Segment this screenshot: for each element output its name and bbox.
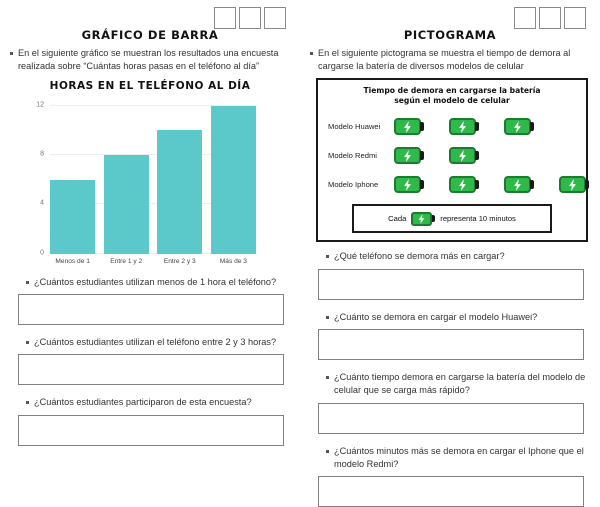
- legend-prefix-text: Cada: [388, 214, 407, 224]
- bar-mas-de-3[interactable]: [211, 106, 256, 254]
- bullet-dot-icon: [26, 401, 29, 404]
- bar-entre-2-y-3[interactable]: [157, 130, 202, 253]
- battery-charging-icon: [504, 118, 534, 135]
- pictogram-row-redmi: [324, 142, 580, 169]
- bullet-dot-icon: [26, 281, 29, 284]
- question-2-right: [308, 311, 592, 324]
- question-text: ¿Qué teléfono se demora más en cargar?: [334, 251, 505, 262]
- question-text: ¿Cuántos estudiantes participaron de esta encuesta?: [34, 397, 252, 408]
- pictogram-cell: [504, 118, 559, 135]
- bullet-dot-icon: [26, 341, 29, 344]
- question-1-right: [308, 250, 592, 263]
- marker-box[interactable]: [539, 7, 561, 29]
- answer-box-3-right[interactable]: [318, 403, 584, 434]
- pictogram-cell: [394, 176, 449, 193]
- bar-chart: [12, 98, 286, 276]
- pictogram-cell: [394, 147, 449, 164]
- question-text: ¿Cuántos estudiantes utilizan menos de 1 hora el teléfono?: [34, 276, 277, 287]
- battery-charging-icon: [504, 176, 534, 193]
- question-3-right: [308, 371, 592, 398]
- pictogram-cell: [449, 176, 504, 193]
- bar-chart-plot: [36, 101, 256, 265]
- answer-box-1-left[interactable]: [18, 294, 284, 325]
- pictogram-title: [324, 86, 580, 107]
- bullet-dot-icon: [326, 450, 329, 453]
- question-text: ¿Cuánto tiempo demora en cargarse la batería del modelo de celular que se carga más rápido?: [334, 371, 586, 396]
- bar-menos-de-1[interactable]: [50, 180, 95, 254]
- bullet-dot-icon: [10, 52, 13, 55]
- question-2-left: [8, 336, 292, 349]
- battery-charging-icon: [449, 147, 479, 164]
- pictogram-row-icons: [394, 176, 600, 193]
- bullet-dot-icon: [310, 52, 313, 55]
- y-axis-tick: 4: [40, 199, 44, 207]
- battery-charging-icon: [394, 118, 424, 135]
- pictogram-legend: [352, 204, 552, 233]
- pictogram-title-line-2: según el modelo de celular: [394, 95, 510, 105]
- battery-charging-icon: [559, 176, 589, 193]
- marker-box[interactable]: [564, 7, 586, 29]
- pictogram-row-label: Modelo Redmi: [328, 151, 377, 161]
- answer-box-2-left[interactable]: [18, 354, 284, 385]
- answer-box-4-right[interactable]: [318, 476, 584, 507]
- battery-charging-icon: [449, 118, 479, 135]
- question-text: ¿Cuántos estudiantes utilizan el teléfono entre 2 y 3 horas?: [34, 337, 277, 348]
- bar-group: [50, 106, 256, 265]
- chart-title: HORAS EN EL TELÉFONO AL DÍA: [49, 79, 251, 92]
- y-axis-tick: 0: [40, 249, 44, 257]
- section-title-left: GRÁFICO DE BARRA: [81, 28, 219, 42]
- bar-entre-1-y-2[interactable]: [104, 155, 149, 254]
- question-4-right: [308, 445, 592, 472]
- battery-charging-icon: [394, 176, 424, 193]
- pictogram-cell: [449, 147, 504, 164]
- battery-charging-icon: [394, 147, 424, 164]
- marker-boxes-left: [8, 0, 292, 24]
- pictogram-title-line-1: Tiempo de demora en cargarse la batería: [363, 85, 541, 95]
- intro-text-right: En el siguiente pictograma se muestra el tiempo de demora al cargarse la batería de diversos modelos de celular: [318, 48, 571, 72]
- y-axis-tick: 12: [36, 101, 44, 109]
- pictogram-cell: [394, 118, 449, 135]
- pictogram-cell: [559, 176, 600, 193]
- marker-box[interactable]: [214, 7, 236, 29]
- bullet-dot-icon: [326, 376, 329, 379]
- x-axis-label: Entre 2 y 3: [163, 257, 196, 265]
- x-axis-label: Más de 3: [219, 257, 247, 265]
- section-title-right: PICTOGRAMA: [403, 28, 497, 42]
- battery-charging-icon: [449, 176, 479, 193]
- bar-item: [157, 106, 202, 265]
- bullet-dot-icon: [326, 316, 329, 319]
- pictogram-section: [300, 0, 600, 469]
- marker-box[interactable]: [239, 7, 261, 29]
- marker-box[interactable]: [264, 7, 286, 29]
- bar-item: [50, 106, 95, 265]
- x-axis-label: Entre 1 y 2: [110, 257, 143, 265]
- bar-chart-section: [0, 0, 300, 464]
- intro-text-left: En el siguiente gráfico se muestran los resultados una encuesta realizada sobre “Cuántas horas pasas en el teléfono al día”: [18, 48, 279, 72]
- pictogram-row-icons: [394, 147, 580, 164]
- battery-charging-icon: [411, 212, 435, 226]
- legend-suffix-text: representa 10 minutos: [440, 214, 516, 224]
- intro-bullet-right: [308, 47, 592, 74]
- answer-box-1-right[interactable]: [318, 269, 584, 300]
- answer-box-2-right[interactable]: [318, 329, 584, 360]
- marker-box[interactable]: [514, 7, 536, 29]
- question-3-left: [8, 396, 292, 409]
- pictogram-cell: [504, 176, 559, 193]
- marker-boxes-right: [308, 0, 592, 24]
- pictogram-row-label: Modelo Iphone: [328, 180, 379, 190]
- bar-item: [104, 106, 149, 265]
- x-axis-label: Menos de 1: [55, 257, 90, 265]
- pictogram-row-huawei: [324, 113, 580, 140]
- pictogram-row-icons: [394, 118, 580, 135]
- pictogram-cell: [449, 118, 504, 135]
- y-axis-tick: 8: [40, 150, 44, 158]
- pictogram-chart: [316, 78, 588, 243]
- intro-bullet-left: [8, 47, 292, 74]
- question-text: ¿Cuánto se demora en cargar el modelo Huawei?: [334, 311, 538, 322]
- question-text: ¿Cuántos minutos más se demora en cargar el Iphone que el modelo Redmi?: [334, 445, 584, 469]
- answer-box-3-left[interactable]: [18, 415, 284, 446]
- pictogram-row-label: Modelo Huawei: [328, 122, 381, 132]
- bar-item: [211, 106, 256, 265]
- question-1-left: [8, 276, 292, 289]
- bullet-dot-icon: [326, 255, 329, 258]
- pictogram-row-iphone: [324, 171, 580, 198]
